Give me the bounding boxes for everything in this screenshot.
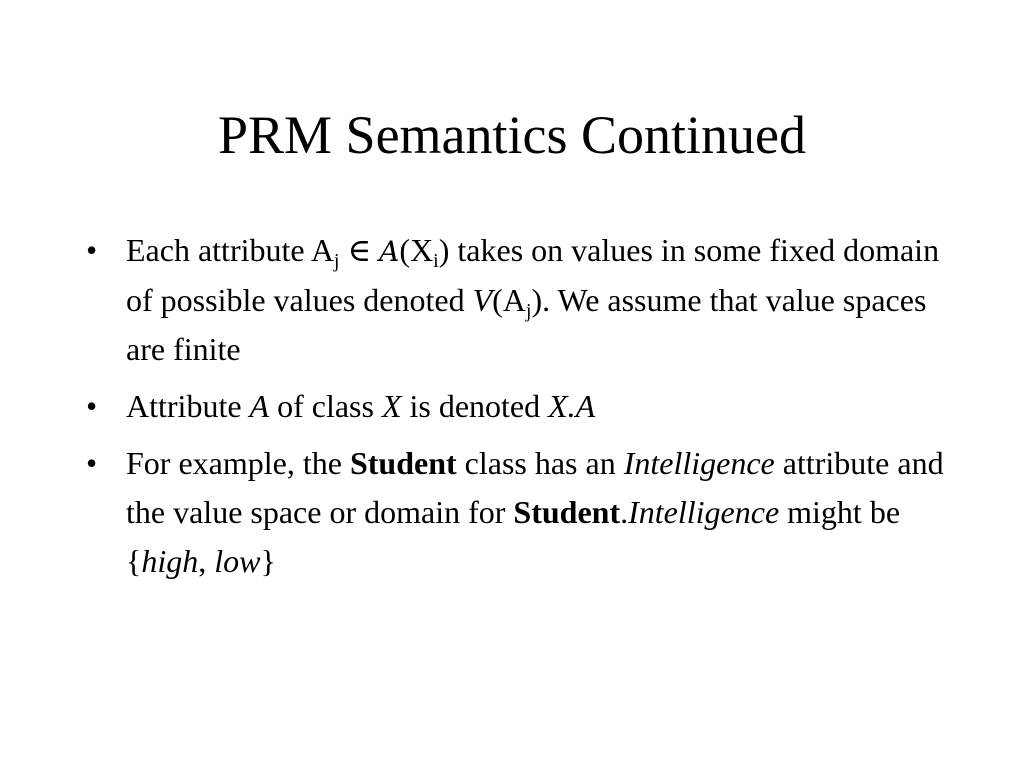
bullet-dot-icon: • [86, 445, 98, 481]
bullet-text: (A [492, 282, 526, 318]
bullet-student-example [84, 439, 964, 586]
bold-term: Student [513, 494, 621, 530]
bullet-text: of class [269, 388, 382, 424]
subscript: i [433, 250, 439, 272]
bullet-text: } [260, 543, 276, 579]
italic-term: V [472, 282, 493, 318]
bullet-text: Attribute [126, 388, 250, 424]
slide-title: PRM Semantics Continued [217, 105, 806, 165]
italic-term: low [214, 543, 261, 579]
italic-term: high [141, 543, 199, 579]
subscript: j [525, 300, 532, 322]
subscript: j [333, 250, 340, 272]
bullet-text: is denoted [401, 388, 549, 424]
italic-term: X [381, 388, 402, 424]
bullet-dot-icon: • [86, 232, 98, 268]
bullet-text: might be { [126, 494, 901, 579]
bullet-dot-icon: • [86, 388, 98, 424]
math-space [371, 232, 379, 268]
italic-term: Intelligence [628, 494, 780, 530]
italic-term: A [249, 388, 270, 424]
bullet-text: Each attribute A [126, 232, 334, 268]
bullet-text: For example, the [126, 445, 350, 481]
bullet-text: class has an [456, 445, 624, 481]
bullet-text: attribute and the value space or domain for [126, 445, 944, 530]
bullet-list [84, 226, 964, 594]
element-of-symbol: ∈ [347, 232, 372, 268]
bullet-text: (X [399, 232, 434, 268]
italic-term: Intelligence [623, 445, 775, 481]
italic-term: X.A [548, 388, 596, 424]
bullet-text: ) takes on values in some fixed domain of possible values denoted [126, 232, 940, 318]
bullet-text: . [620, 494, 629, 530]
bullet-attribute-notation [84, 382, 964, 431]
bullet-text: ). We assume that value spaces are finite [126, 282, 927, 367]
bullet-attribute-domain [84, 226, 964, 374]
script-a-symbol: A [379, 235, 400, 268]
bold-term: Student [349, 445, 457, 481]
bullet-text: , [198, 543, 215, 579]
